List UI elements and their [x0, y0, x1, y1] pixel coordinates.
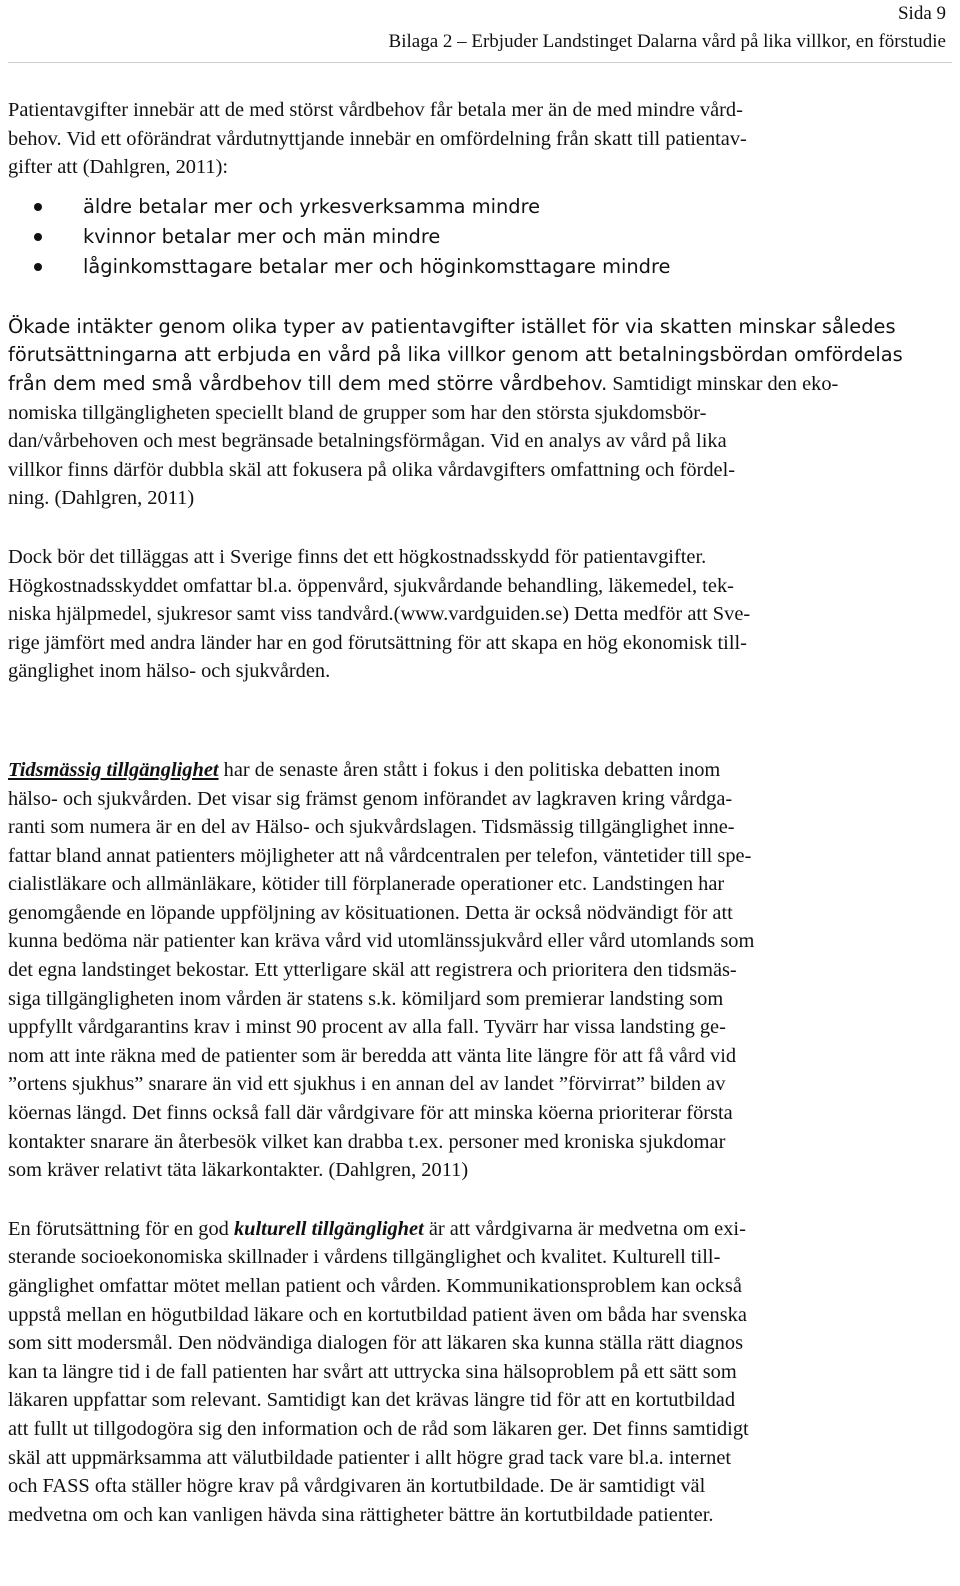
text-segment: En förutsättning för en god	[8, 1217, 234, 1240]
text-line: och FASS ofta ställer högre krav på vårdgivaren än kortutbildade. De är samtidigt väl	[8, 1475, 706, 1498]
text-line: nomiska tillgängligheten speciellt bland de grupper som har den största sjukdomsbör-	[8, 401, 707, 424]
text-line: villkor finns därför dubbla skäl att fokusera på olika vårdavgifters omfattning och fördel-	[8, 458, 736, 481]
text-line: rige jämfört med andra länder har en god förutsättning för att skapa en hög ekonomisk till-	[8, 631, 747, 654]
bullet-text: äldre betalar mer och yrkesverksamma mindre	[83, 194, 541, 218]
text-line: niska hjälpmedel, sjukresor samt viss tandvård.(www.vardguiden.se) Detta medför att Sve-	[8, 603, 751, 626]
text-line: Dock bör det tilläggas att i Sverige finns det ett högkostnadsskydd för patientavgifter.	[8, 545, 707, 568]
text-line: nom att inte räkna med de patienter som är beredda att vänta lite längre för att få vård vid	[8, 1044, 737, 1067]
paragraph-cultural-accessibility	[8, 1215, 950, 1530]
text-segment: har de senaste åren stått i fokus i den politiska debatten inom	[218, 758, 721, 781]
text-line: det egna landstinget bekostar. Ett ytterligare skäl att registrera och prioritera den tidsmäs-	[8, 959, 737, 982]
text-line: som sitt modersmål. Den nödvändiga dialogen för att läkaren ska kunna ställa rätt diagnos	[8, 1332, 744, 1355]
text-line: kontakter snarare än återbesök vilket kan drabba t.ex. personer med kroniska sjukdomar	[8, 1130, 726, 1153]
term-temporal-accessibility: Tidsmässig tillgänglighet	[8, 758, 219, 781]
text-line: medvetna om och kan vanligen hävda sina rättigheter bättre än kortutbildade patienter.	[8, 1503, 714, 1526]
text-line: hälso- och sjukvården. Det visar sig främst genom införandet av lagkraven kring vårdga-	[8, 787, 733, 810]
text-line: ning. (Dahlgren, 2011)	[8, 487, 195, 510]
text-line: uppstå mellan en högutbildad läkare och en kortutbildad patient även om båda har svenska	[8, 1303, 747, 1326]
bullet-icon	[34, 203, 42, 211]
text-line	[8, 1215, 950, 1244]
text-line: fattar bland annat patienters möjligheter att nå vårdcentralen per telefon, väntetider till spe-	[8, 844, 752, 867]
text-line: att fullt ut tillgodogöra sig den information och de råd som läkaren ger. Det finns samtidigt	[8, 1417, 749, 1440]
document-body	[8, 96, 950, 1529]
text-line: som kräver relativt täta läkarkontakter. (Dahlgren, 2011)	[8, 1159, 469, 1182]
text-line: genomgående en löpande uppföljning av kösituationen. Detta är också nödvändigt för att	[8, 901, 733, 924]
bullet-list	[8, 192, 950, 282]
text-line: skäl att uppmärksamma att välutbildade patienter i allt högre grad tack vare bl.a. internet	[8, 1446, 732, 1469]
bullet-item	[8, 222, 950, 252]
header-divider	[8, 62, 952, 63]
text-line: sterande socioekonomiska skillnader i vårdens tillgänglighet och kvalitet. Kulturell till-	[8, 1246, 721, 1269]
text-line: Patientavgifter innebär att de med störst vårdbehov får betala mer än de med mindre vård-	[8, 99, 743, 121]
text-segment: från dem med små vårdbehov till dem med större vårdbehov.	[8, 371, 608, 395]
page-header	[389, 0, 946, 56]
text-line: Högkostnadsskyddet omfattar bl.a. öppenvård, sjukvårdande behandling, läkemedel, tek-	[8, 574, 734, 597]
term-cultural-accessibility: kulturell tillgänglighet	[233, 1217, 424, 1240]
bullet-icon	[34, 263, 42, 271]
bullet-text: låginkomsttagare betalar mer och höginkomsttagare mindre	[83, 254, 671, 278]
paragraph-increased-revenue	[8, 313, 950, 513]
text-line: siga tillgängligheten inom vården är statens s.k. kömiljard som premierar landsting som	[8, 987, 724, 1010]
text-line: gänglighet omfattar mötet mellan patient och vården. Kommunikationsproblem kan också	[8, 1275, 742, 1297]
text-line: kunna bedöma när patienter kan kräva vård vid utomlänssjukvård eller vård utomlands som	[8, 930, 755, 953]
text-line: ranti som numera är en del av Hälso- och sjukvårdslagen. Tidsmässig tillgänglighet inne-	[8, 816, 735, 839]
bullet-text: kvinnor betalar mer och män mindre	[83, 224, 441, 248]
paragraph-temporal-accessibility	[8, 756, 950, 1185]
text-line: uppfyllt vårdgarantins krav i minst 90 procent av alla fall. Tyvärr har vissa landsting ge-	[8, 1016, 726, 1039]
text-line: cialistläkare och allmänläkare, kötider till förplanerade operationer etc. Landstingen har	[8, 873, 725, 896]
bullet-item	[8, 252, 950, 282]
bullet-icon	[34, 233, 42, 241]
text-line: förutsättningarna att erbjuda en vård på lika villkor genom att betalningsbördan omfördelas	[8, 343, 903, 367]
text-line: dan/vårbehoven och mest begränsade betalningsförmågan. Vid en analys av vård på lika	[8, 430, 727, 453]
text-line: Ökade intäkter genom olika typer av patientavgifter istället för via skatten minskar således	[8, 314, 896, 338]
text-line: behov. Vid ett oförändrat vårdutnyttjande innebär en omfördelning från skatt till patientav-	[8, 127, 747, 150]
text-line: köernas längd. Det finns också fall där vårdgivare för att minska köerna prioriterar första	[8, 1102, 733, 1125]
text-line	[8, 370, 950, 399]
text-line: läkaren uppfattar som relevant. Samtidigt kan det krävas längre tid för att en kortutbildad	[8, 1389, 736, 1412]
text-line: gänglighet inom hälso- och sjukvården.	[8, 660, 331, 683]
paragraph-patient-fees	[8, 96, 950, 182]
bullet-item	[8, 192, 950, 222]
page-number: Sida 9	[897, 3, 946, 24]
header-subtitle: Bilaga 2 – Erbjuder Landstinget Dalarna vård på lika villkor, en förstudie	[388, 31, 946, 52]
text-segment: är att vårdgivarna är medvetna om exi-	[423, 1217, 746, 1240]
text-segment: Samtidigt minskar den eko-	[607, 372, 839, 395]
text-line: ”ortens sjukhus” snarare än vid ett sjukhus i en annan del av landet ”förvirrat” bilden av	[8, 1073, 726, 1096]
paragraph-high-cost-protection	[8, 543, 950, 686]
text-line: gifter att (Dahlgren, 2011):	[8, 156, 229, 179]
text-line	[8, 756, 950, 785]
text-line: kan ta längre tid i de fall patienten har svårt att uttrycka sina hälsoproblem på ett sätt som	[8, 1360, 737, 1383]
